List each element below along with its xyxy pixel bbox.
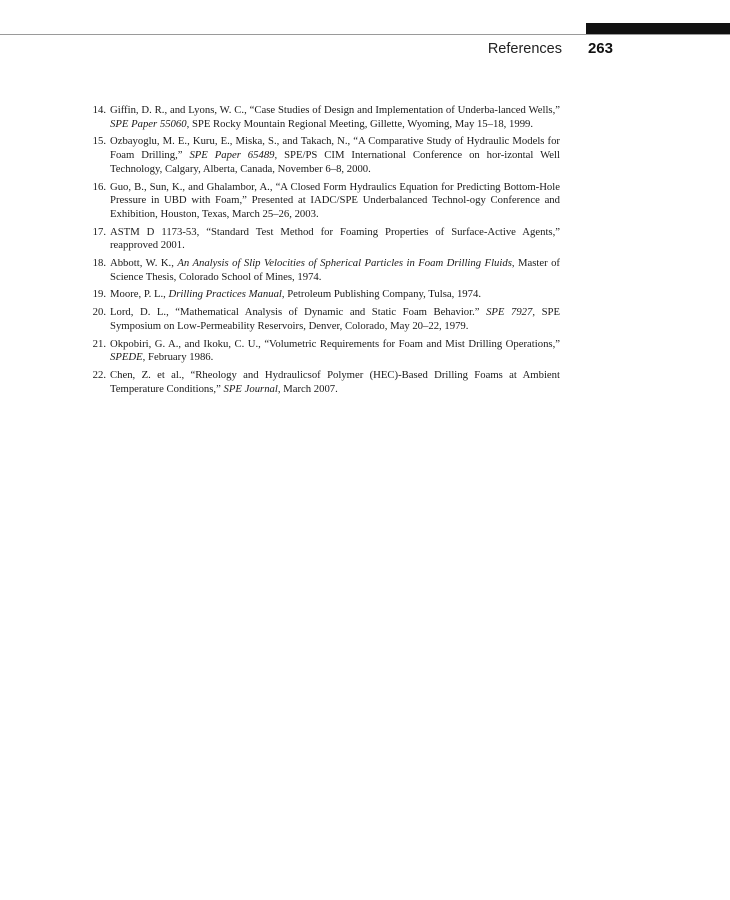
reference-source-title: SPE Journal (223, 382, 278, 395)
reference-number: 22. (92, 368, 106, 381)
reference-text (110, 306, 560, 332)
reference-text (110, 288, 481, 300)
reference-text-segment: Okpobiri, G. A., and Ikoku, C. U., “Volumetric Requirements for Foam and Mist Drilling Operations,” (110, 337, 560, 350)
reference-text-segment: , March 2007. (277, 382, 338, 395)
reference-list (86, 104, 560, 400)
reference-text (110, 104, 560, 130)
reference-text-segment: , February 1986. (142, 351, 214, 364)
page-number: 263 (587, 40, 613, 57)
reference-text-segment: Chen, Z. et al., “Rheology and Hydraulicsof Polymer (HEC)-Based Drilling Foams at Ambient Temperature Conditions,” (110, 368, 560, 395)
reference-source-title: SPE Paper 55060 (110, 117, 187, 130)
reference-source-title: SPE 7927 (486, 306, 533, 319)
header-rule (0, 34, 730, 35)
reference-text (110, 181, 560, 220)
reference-text-segment: , SPE Rocky Mountain Regional Meeting, Gillette, Wyoming, May 15–18, 1999. (186, 117, 534, 130)
reference-number: 20. (92, 306, 106, 319)
reference-text (110, 226, 560, 252)
reference-number: 18. (92, 257, 106, 270)
reference-text-segment: , Master of Science Thesis, Colorado School of Mines, 1974. (110, 257, 560, 283)
reference-item (86, 181, 560, 222)
reference-item (86, 369, 560, 396)
reference-text-segment: Abbott, W. K., (110, 257, 178, 270)
reference-text (110, 135, 560, 174)
reference-source-title: SPE Paper 65489 (189, 149, 275, 162)
reference-item (86, 288, 560, 302)
reference-text (110, 338, 560, 364)
reference-number: 14. (92, 104, 106, 116)
reference-number: 17. (92, 225, 106, 238)
page-corner-tab (586, 23, 730, 34)
section-title: References (487, 41, 562, 57)
reference-item (86, 306, 560, 333)
reference-item (86, 135, 560, 176)
reference-item (86, 338, 560, 365)
reference-source-title: Drilling Practices Manual (168, 288, 282, 301)
reference-text-segment: , SPE Symposium on Low-Permeability Reservoirs, Denver, Colorado, May 20–22, 1979. (110, 306, 560, 332)
reference-source-title: SPEDE (110, 351, 143, 364)
reference-text (110, 369, 560, 395)
reference-number: 19. (92, 288, 106, 301)
reference-text-segment: Ozbayoglu, M. E., Kuru, E., Miska, S., and Takach, N., “A Comparative Study of Hydraulic Models for Foam Drilling,” (110, 135, 560, 162)
reference-text-segment: , SPE/PS CIM International Conference on hor-izontal Well Technology, Calgary, Alberta, Canada, November 6–8, 2000. (110, 149, 560, 175)
reference-item (86, 257, 560, 284)
reference-text (110, 257, 560, 283)
reference-item (86, 226, 560, 253)
reference-number: 21. (92, 337, 106, 350)
running-head (430, 40, 613, 57)
reference-text-segment: Lord, D. L., “Mathematical Analysis of Dynamic and Static Foam Behavior.” (110, 306, 487, 319)
reference-number: 15. (92, 135, 106, 148)
reference-text-segment: ASTM D 1173-53, “Standard Test Method for Foaming Properties of Surface-Active Agents,” reapproved 2001. (110, 225, 560, 252)
reference-text-segment: , Petroleum Publishing Company, Tulsa, 1974. (281, 288, 482, 301)
reference-item (86, 104, 560, 131)
reference-text-segment: Moore, P. L., (110, 288, 169, 301)
reference-number: 16. (92, 180, 106, 193)
reference-text-segment: Guo, B., Sun, K., and Ghalambor, A., “A Closed Form Hydraulics Equation for Predicting Bottom-Hole Pressure in UBD with Foam,” Presented at IADC/SPE Underbalanced Technol-ogy Conference and Exhibition, Houston, Texas, March 25–26, 2003. (110, 180, 560, 220)
reference-source-title: An Analysis of Slip Velocities of Spherical Particles in Foam Drilling Fluids (177, 257, 512, 270)
reference-text-segment: Giffin, D. R., and Lyons, W. C., “Case Studies of Design and Implementation of Underba-lanced Wells,” (110, 104, 560, 116)
